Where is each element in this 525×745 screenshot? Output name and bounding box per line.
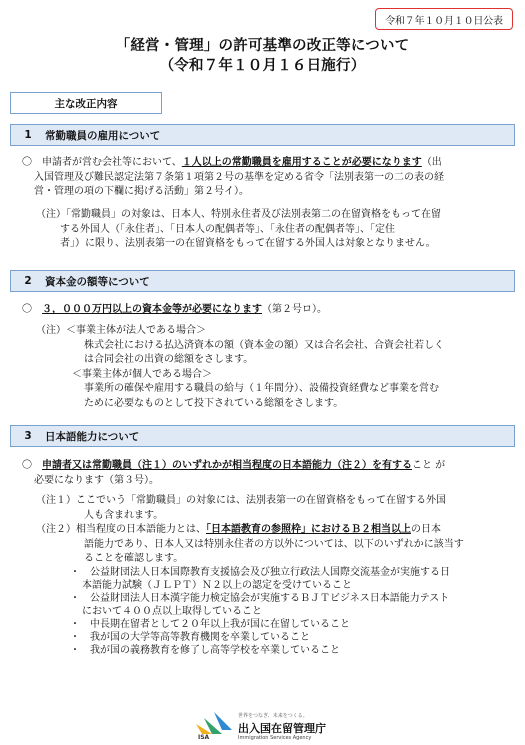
section-3-paragraph: 〇 申請者又は常勤職員（注１）のいずれかが相当程度の日本語能力（注２）を有すること が 必要になります（第３号）。 — [22, 460, 446, 486]
list-item: ・ 我が国の義務教育を修了し高等学校を卒業していること — [70, 645, 340, 656]
section-2-header — [10, 270, 515, 292]
list-item: ・ 我が国の大学等高等教育機関を卒業していること — [70, 632, 310, 643]
publication-date-badge: 令和７年１０月１０日公表 — [375, 8, 513, 30]
list-item: において４００点以上取得していること — [82, 606, 262, 617]
main-changes-label: 主な改正内容 — [10, 92, 162, 114]
section-heading: 常勤職員の雇用について — [45, 129, 161, 142]
section-3-header — [10, 425, 515, 447]
list-item: ・ 公益財団法人日本国際教育支援協会及び独立行政法人国際交流基金が実施する日 — [70, 567, 450, 578]
section-number: 2 — [24, 275, 32, 287]
emphasis-text: 「日本語教育の参照枠」におけるＢ２相当以上 — [206, 524, 411, 535]
section-1-note: （注）「常勤職員」の対象は、日本人、特別永住者及び法別表第二の在留資格をもって在留 する外国人（「永住者」、「日本人の配偶者等」、「永住者の配偶者等」、「定住 者」）に限り、法別表第一の在留資格をもって在留する外国人は対象となりません。 — [36, 209, 441, 249]
section-3-note-2: （注２）相当程度の日本語能力とは、「日本語教育の参照枠」におけるＢ２相当以上の日本 語能力であり、日本人又は特別永住者の方以外については、以下のいずれかに該当す ることを確認します。 — [36, 524, 464, 564]
document-title — [0, 36, 525, 76]
list-item: 本語能力試験（ＪＬＰＴ）Ｎ２以上の認定を受けていること — [82, 580, 352, 591]
emphasis-text: １人以上の常勤職員を雇用することが必要になります — [181, 157, 422, 168]
section-1-paragraph: 〇 申請者が営む会社等において、１人以上の常勤職員を雇用することが必要になります（出 入国管理及び難民認定法第７条第１項第２号の基準を定める省令「法別表第一の二の表の経 営・管理の項の下欄に掲げる活動」第２号イ）。 — [22, 157, 444, 197]
section-number: 1 — [24, 129, 32, 141]
title-line-1: 「経営・管理」の許可基準の改正等について — [115, 38, 410, 54]
section-3-note-1: （注１）ここでいう「常勤職員」の対象には、法別表第一の在留資格をもって在留する外国 人も含まれます。 — [36, 495, 446, 521]
section-heading: 資本金の額等について — [45, 275, 150, 288]
section-2-note: （注）＜事業主体が法人である場合＞ 株式会社における払込済資本の額（資本金の額）又は合名会社、合資会社若しく は合同会社の出資の総額をさします。 ＜事業主体が個人である場合＞ 事業所の確保や雇用する職員の給与（１年間分）、設備投資経費など事業を営む ために必要なものとして投下されている総額をさします。 — [36, 325, 444, 409]
section-2-paragraph: 〇 ３，０００万円以上の資本金等が必要になります（第２号ロ）。 — [22, 304, 327, 315]
list-item: ・ 中長期在留者として２０年以上我が国に在留していること — [70, 619, 350, 630]
agency-abbr: ISA — [198, 734, 210, 741]
section-1-header — [10, 124, 515, 146]
requirements-list — [70, 566, 515, 657]
section-number: 3 — [24, 430, 32, 442]
section-heading: 日本語能力について — [45, 430, 140, 443]
list-item: ・ 公益財団法人日本漢字能力検定協会が実施するＢＪＴビジネス日本語能力テスト — [70, 593, 450, 604]
isa-logo-icon — [192, 712, 234, 736]
emphasis-text: ３，０００万円以上の資本金等が必要になります — [42, 304, 262, 315]
emphasis-text: 申請者又は常勤職員（注１）のいずれかが相当程度の日本語能力（注２）を有する — [42, 460, 412, 471]
agency-name-en: Immigration Services Agency — [238, 735, 312, 741]
agency-tagline: 世界をつなぎ、未来をつくる。 — [238, 713, 308, 719]
title-line-2: （令和７年１０月１６日施行） — [159, 58, 366, 74]
agency-logo — [190, 712, 370, 742]
agency-name: 出入国在留管理庁 — [238, 722, 326, 735]
